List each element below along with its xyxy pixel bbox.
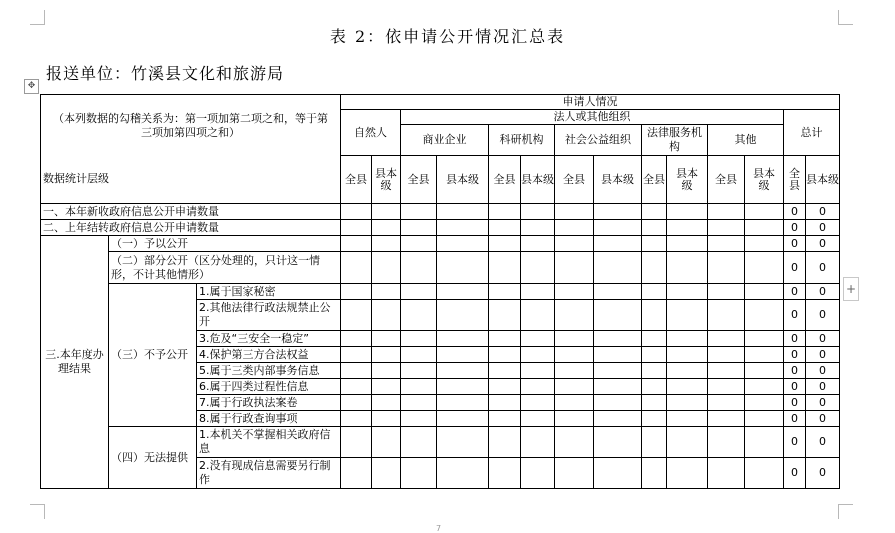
table-row — [41, 220, 840, 236]
total-whole-county: 0 — [784, 458, 806, 489]
whole-county-header: 全县 — [555, 156, 594, 204]
add-column-icon[interactable]: + — [843, 277, 859, 301]
total-whole-county: 0 — [784, 284, 806, 300]
page-corner-mark — [30, 504, 45, 519]
total-county-level: 0 — [806, 363, 840, 379]
page-corner-mark — [838, 10, 853, 25]
total-whole-county: 0 — [784, 347, 806, 363]
total-whole-county: 0 — [784, 252, 806, 284]
subsection-label: （三）不予公开 — [109, 284, 197, 427]
row-label: 1.本机关不掌握相关政府信息 — [197, 427, 341, 458]
section-label: 三.本年度办理结果 — [41, 236, 109, 489]
total-county-level: 0 — [806, 204, 840, 220]
application-summary-table — [40, 94, 840, 489]
county-level-header: 县本级 — [594, 156, 642, 204]
total-county-level: 0 — [806, 395, 840, 411]
table-title: 表 2：依申请公开情况汇总表 — [329, 27, 566, 46]
business-header: 商业企业 — [401, 125, 489, 156]
total-county-level: 0 — [806, 220, 840, 236]
row-label: 2.其他法律行政法规禁止公开 — [197, 300, 341, 331]
header-note: （本列数据的勾稽关系为：第一项加第二项之和，等于第三项加第四项之和） — [53, 112, 328, 139]
whole-county-header: 全县 — [708, 156, 745, 204]
legal-service-header: 法律服务机构 — [642, 125, 708, 156]
legal-entity-header: 法人或其他组织 — [401, 110, 784, 125]
page-number: 7 — [436, 524, 442, 533]
county-level-header: 县本级 — [667, 156, 708, 204]
report-unit: 报送单位：竹溪县文化和旅游局 — [46, 64, 285, 83]
total-whole-county: 0 — [784, 427, 806, 458]
other-header: 其他 — [708, 125, 784, 156]
total-whole-county: 0 — [784, 363, 806, 379]
row-label: 二、上年结转政府信息公开申请数量 — [41, 220, 341, 236]
total-whole-county: 0 — [784, 411, 806, 427]
total-whole-county: 0 — [784, 331, 806, 347]
applicant-header: 申请人情况 — [341, 95, 840, 110]
row-label: 6.属于四类过程性信息 — [197, 379, 341, 395]
social-welfare-header: 社会公益组织 — [555, 125, 642, 156]
row-label: 8.属于行政查询事项 — [197, 411, 341, 427]
total-whole-county: 0 — [784, 236, 806, 252]
total-county-level: 0 — [806, 300, 840, 331]
total-county-level: 0 — [806, 284, 840, 300]
page-corner-mark — [838, 504, 853, 519]
row-label: 3.危及“三安全一稳定” — [197, 331, 341, 347]
total-county-level: 0 — [806, 331, 840, 347]
row-label: 一、本年新收政府信息公开申请数量 — [41, 204, 341, 220]
stat-level-label: 数据统计层级 — [43, 172, 109, 185]
total-county-level: 0 — [806, 458, 840, 489]
natural-person-header: 自然人 — [341, 110, 401, 156]
total-county-level: 0 — [806, 252, 840, 284]
row-label: 4.保护第三方合法权益 — [197, 347, 341, 363]
row-label: 2.没有现成信息需要另行制作 — [197, 458, 341, 489]
total-county-level: 0 — [806, 379, 840, 395]
total-county-level: 0 — [806, 347, 840, 363]
county-level-header: 县本级 — [745, 156, 784, 204]
row-label: （二）部分公开（区分处理的，只计这一情形，不计其他情形） — [109, 252, 341, 284]
total-county-level: 0 — [806, 236, 840, 252]
page-corner-mark — [30, 10, 45, 25]
table-row — [41, 284, 840, 300]
total-county-level: 0 — [806, 411, 840, 427]
table-row — [41, 236, 840, 252]
row-label: 1.属于国家秘密 — [197, 284, 341, 300]
county-level-header: 县本级 — [437, 156, 489, 204]
table-row — [41, 427, 840, 458]
county-level-header: 县本级 — [521, 156, 555, 204]
table-row — [41, 204, 840, 220]
whole-county-header: 全县 — [489, 156, 521, 204]
header-note-cell — [41, 95, 341, 204]
subsection-label: （四）无法提供 — [109, 427, 197, 489]
total-whole-county: 0 — [784, 204, 806, 220]
whole-county-header: 全县 — [401, 156, 437, 204]
county-level-header: 县本级 — [806, 156, 840, 204]
row-label: 7.属于行政执法案卷 — [197, 395, 341, 411]
row-label: （一）予以公开 — [109, 236, 341, 252]
whole-county-header: 全县 — [341, 156, 372, 204]
total-whole-county: 0 — [784, 220, 806, 236]
research-header: 科研机构 — [489, 125, 555, 156]
row-label: 5.属于三类内部事务信息 — [197, 363, 341, 379]
whole-county-header: 全县 — [642, 156, 667, 204]
total-header: 总计 — [784, 110, 840, 156]
move-table-icon[interactable]: ✥ — [24, 79, 39, 94]
county-level-header: 县本级 — [372, 156, 401, 204]
whole-county-header: 全县 — [784, 156, 806, 204]
total-county-level: 0 — [806, 427, 840, 458]
total-whole-county: 0 — [784, 395, 806, 411]
total-whole-county: 0 — [784, 300, 806, 331]
total-whole-county: 0 — [784, 379, 806, 395]
table-row — [41, 252, 840, 284]
